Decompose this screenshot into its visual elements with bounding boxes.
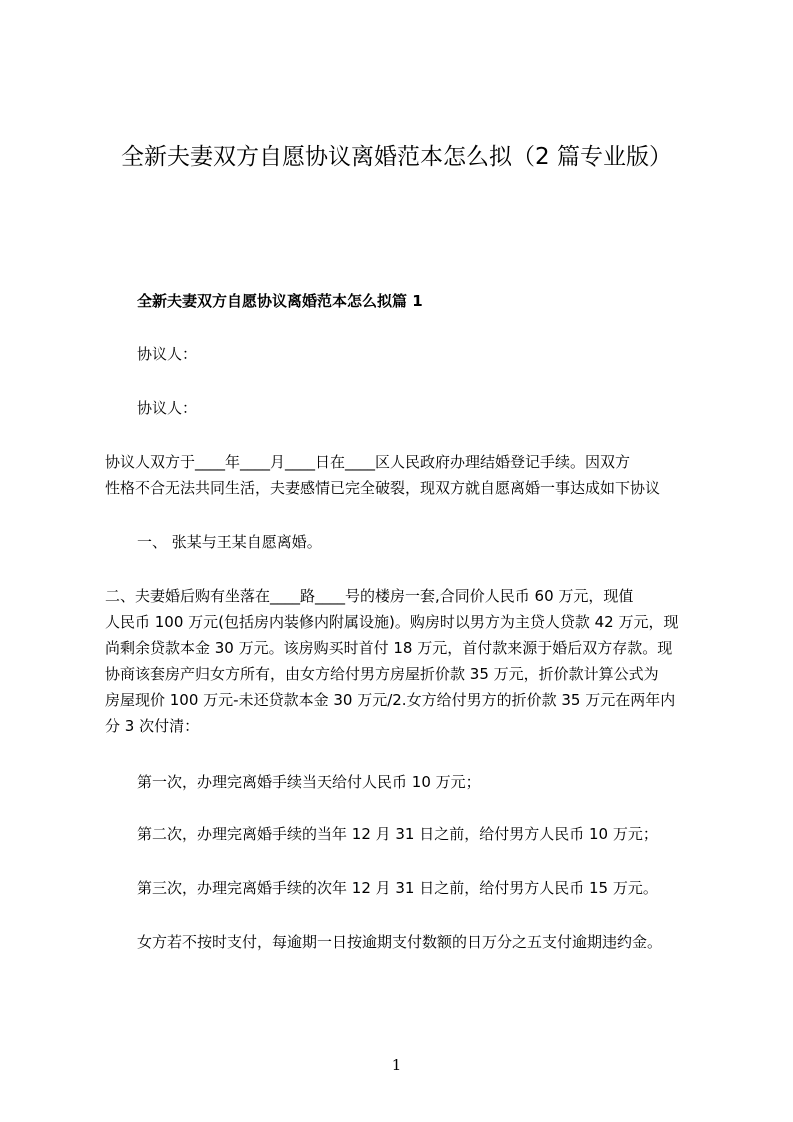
intro-line: 性格不合无法共同生活，夫妻感情已完全破裂，现双方就自愿离婚一事达成如下协议: [105, 479, 661, 497]
intro-line: 协议人双方于____年____月____日在____区人民政府办理结婚登记手续。因双方: [105, 453, 631, 471]
party-2-label: 协议人：: [137, 399, 198, 417]
clause-2-line: 二、夫妻婚后购有坐落在____路____号的楼房一套,合同价人民币 60 万元，现值: [105, 587, 634, 605]
clause-2-line: 协商该套房产归女方所有，由女方给付男方房屋折价款 35 万元，折价款计算公式为: [105, 665, 659, 683]
party-1-label: 协议人：: [137, 345, 198, 363]
clause-2-line: 尚剩余贷款本金 30 万元。该房购买时首付 18 万元，首付款来源于婚后双方存款。现: [105, 639, 673, 657]
clause-2-line: 房屋现价 100 万元-未还贷款本金 30 万元/2.女方给付男方的折价款 35 万元在两年内: [105, 691, 676, 709]
payment-2: 第二次，办理完离婚手续的当年 12 月 31 日之前，给付男方人民币 10 万元；: [137, 825, 658, 843]
payment-3: 第三次，办理完离婚手续的次年 12 月 31 日之前，给付男方人民币 15 万元。: [137, 879, 658, 897]
clause-2-line: 分 3 次付清：: [105, 717, 200, 735]
clause-2-line: 人民币 100 万元(包括房内装修内附属设施)。购房时以男方为主贷人贷款 42 万元，现: [105, 613, 679, 631]
penalty-clause: 女方若不按时支付，每逾期一日按逾期支付数额的日万分之五支付逾期违约金。: [137, 933, 663, 951]
payment-1: 第一次，办理完离婚手续当天给付人民币 10 万元；: [137, 773, 481, 791]
clause-2-paragraph: [105, 583, 705, 739]
section-heading: 全新夫妻双方自愿协议离婚范本怎么拟篇 1: [137, 292, 423, 310]
intro-paragraph: [105, 449, 705, 501]
clause-1: 一、 张某与王某自愿离婚。: [137, 533, 322, 551]
document-title: 全新夫妻双方自愿协议离婚范本怎么拟（2 篇专业版）: [121, 144, 672, 170]
page-number: 1: [391, 1056, 402, 1074]
